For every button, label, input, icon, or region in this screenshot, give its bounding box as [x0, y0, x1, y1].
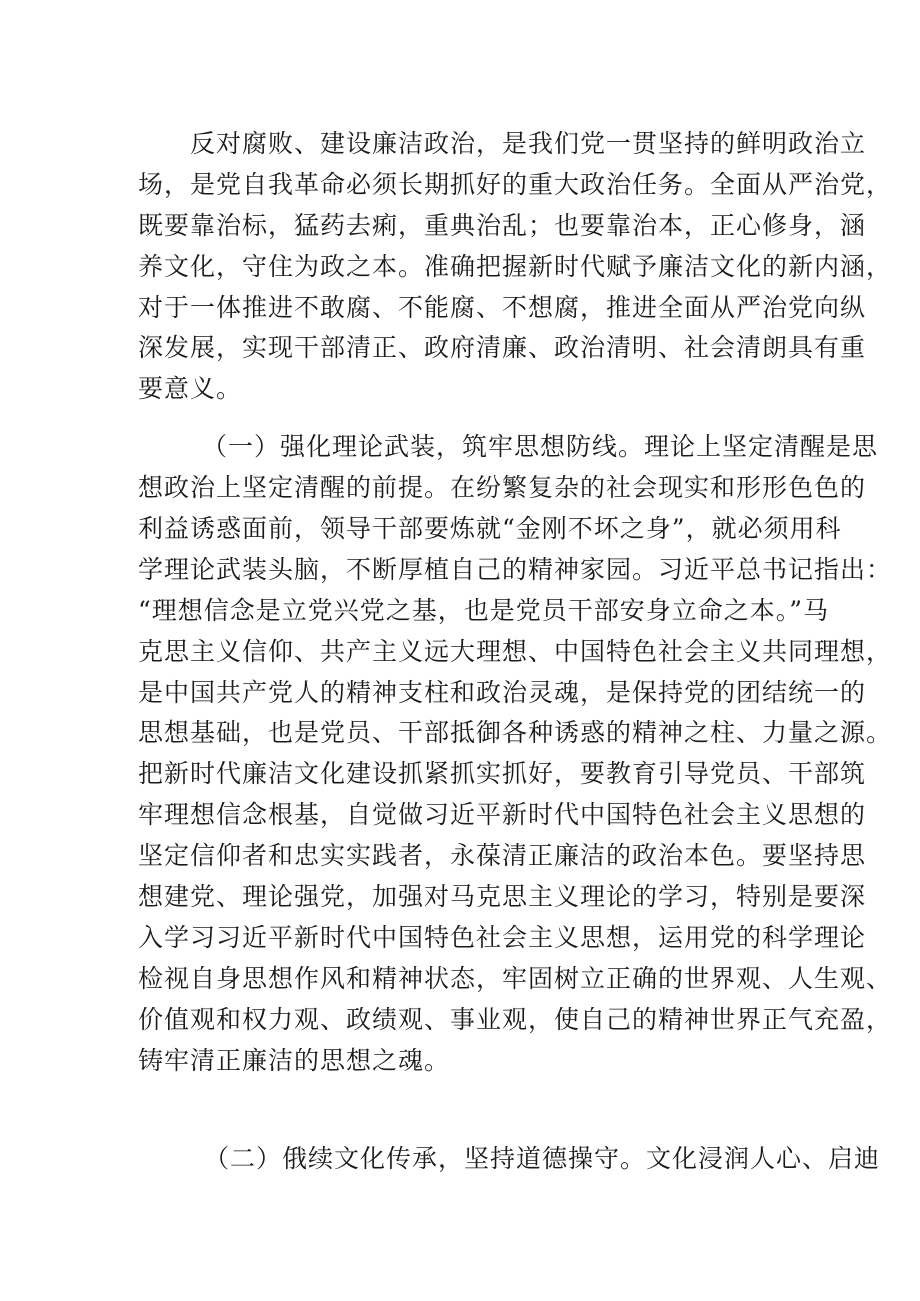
text-line: 坚定信仰者和忠实实践者，永葆清正廉洁的政治本色。要坚持思	[138, 841, 867, 871]
section-heading-line: （一）强化理论武装，筑牢思想防线。理论上坚定清醒是思	[202, 432, 879, 462]
text-line: 想政治上坚定清醒的前提。在纷繁复杂的社会现实和形形色色的	[138, 473, 867, 503]
text-line: 反对腐败、建设廉洁政治，是我们党一贯坚持的鲜明政治立	[190, 129, 867, 158]
section-heading-line: （二）俄续文化传承，坚持道德操守。文化浸润人心、启迪	[204, 1144, 881, 1174]
text-line: 入学习习近平新时代中国特色社会主义思想，运用党的科学理论	[138, 922, 867, 952]
document-body	[138, 124, 893, 1180]
paragraph-spacing	[138, 410, 798, 427]
text-line: 要意义。	[138, 374, 243, 404]
text-line	[138, 1081, 798, 1122]
text-line: 价值观和权力观、政绩观、事业观，使自己的精神世界正气充盈，	[138, 1004, 893, 1034]
text-line: 对于一体推进不敢腐、不能腐、不想腐，推进全面从严治党向纵	[138, 292, 867, 322]
text-line: 思想基础，也是党员、干部抵御各种诱惑的精神之柱、力量之源。	[138, 718, 893, 748]
text-line: 是中国共产党人的精神支柱和政治灵魂，是保持党的团结统一的	[138, 677, 867, 707]
text-line: 克思主义信仰、共产主义远大理想、中国特色社会主义共同理想，	[138, 636, 893, 666]
text-line: 利益诱惑面前，领导干部要炼就“金刚不坏之身”，就必须用科	[138, 514, 842, 544]
text-line: 铸牢清正廉洁的思想之魂。	[138, 1045, 451, 1075]
text-line: 牢理想信念根基，自觉做习近平新时代中国特色社会主义思想的	[138, 800, 867, 830]
paragraph-section-1	[138, 427, 893, 1122]
text-line: 把新时代廉洁文化建设抓紧抓实抓好，要教育引导党员、干部筑	[138, 759, 867, 789]
text-line: 学理论武装头脑，不断厚植自己的精神家园。习近平总书记指出：	[138, 554, 893, 584]
paragraph-spacing	[138, 1122, 798, 1139]
text-line: 场，是党自我革命必须长期抓好的重大政治任务。全面从严治党，	[138, 169, 893, 199]
text-line: 检视自身思想作风和精神状态，牢固树立正确的世界观、人生观、	[138, 963, 893, 993]
text-line: 养文化，守住为政之本。准确把握新时代赋予廉洁文化的新内涵，	[138, 251, 893, 281]
text-line: “理想信念是立党兴党之基，也是党员干部安身立命之本。”马	[138, 595, 830, 625]
paragraph-section-2	[138, 1139, 881, 1180]
text-line: 想建党、理论强党，加强对马克思主义理论的学习，特别是要深	[138, 882, 867, 912]
paragraph-intro	[138, 124, 893, 410]
text-line: 既要靠治标，猛药去痢，重典治乱；也要靠治本，正心修身，涵	[138, 210, 867, 240]
text-line: 深发展，实现干部清正、政府清廉、政治清明、社会清朗具有重	[138, 333, 867, 363]
